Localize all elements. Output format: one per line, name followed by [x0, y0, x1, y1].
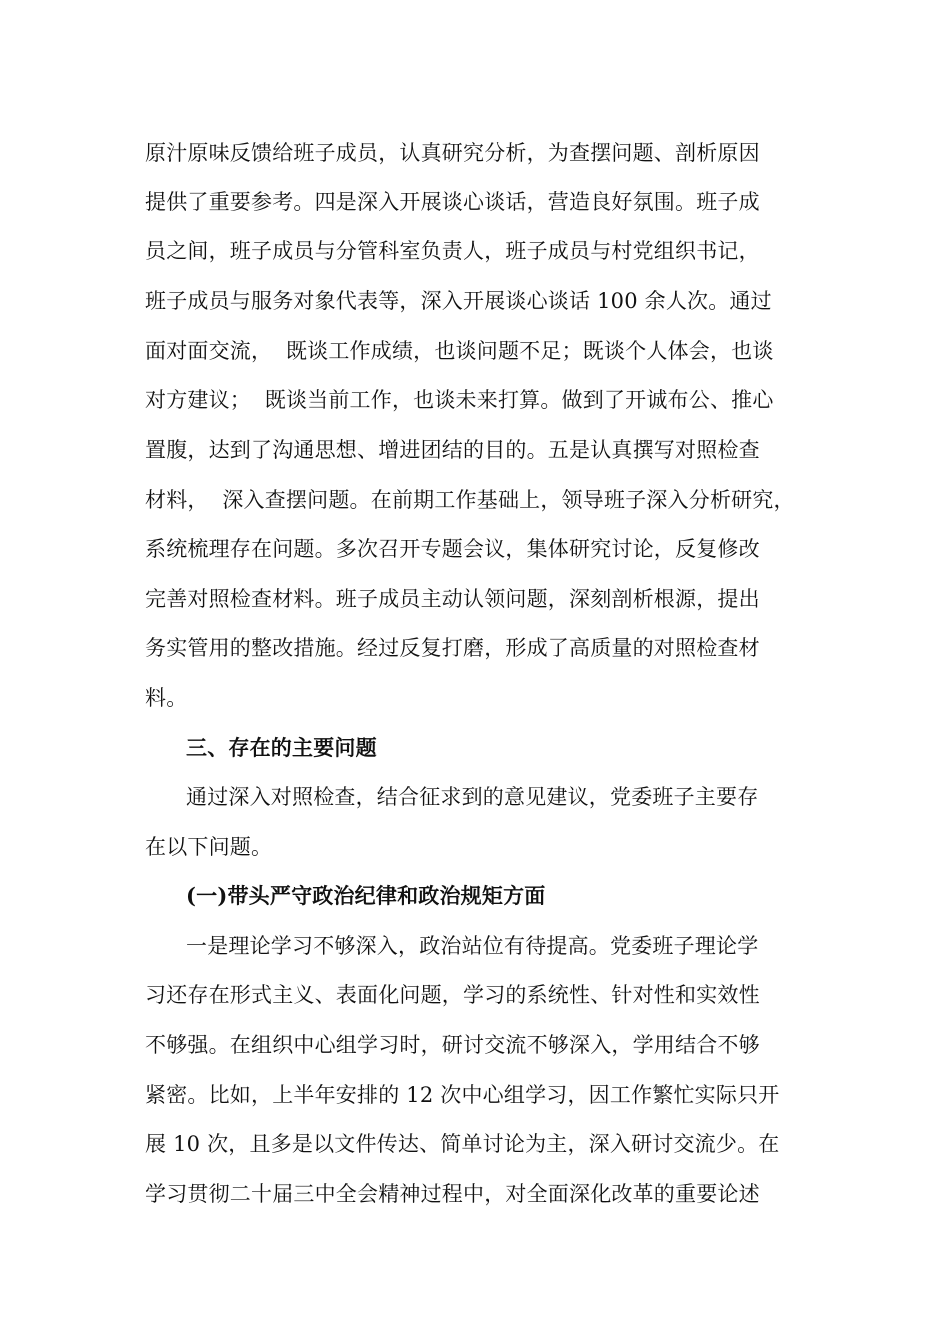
paragraph-line: 对方建议； 既谈当前工作，也谈未来打算。做到了开诚布公、推心: [145, 388, 774, 412]
paragraph-line: 班子成员与服务对象代表等，深入开展谈心谈话 100 余人次。通过: [145, 289, 772, 313]
paragraph-line: 员之间，班子成员与分管科室负责人，班子成员与村党组织书记，: [145, 239, 760, 263]
paragraph-line: 面对面交流， 既谈工作成绩，也谈问题不足；既谈个人体会，也谈: [145, 339, 774, 363]
section-heading: 三、存在的主要问题: [186, 735, 377, 760]
paragraph-line: 材料， 深入查摆问题。在前期工作基础上，领导班子深入分析研究，: [145, 488, 795, 512]
paragraph-line: 置腹，达到了沟通思想、增进团结的目的。五是认真撰写对照检查: [145, 438, 760, 462]
paragraph-line: 学习贯彻二十届三中全会精神过程中，对全面深化改革的重要论述: [145, 1182, 760, 1206]
paragraph-line: 习还存在形式主义、表面化问题，学习的系统性、针对性和实效性: [145, 983, 760, 1007]
paragraph-line: 原汁原味反馈给班子成员，认真研究分析，为查摆问题、剖析原因: [145, 141, 760, 165]
paragraph-line: 提供了重要参考。四是深入开展谈心谈话，营造良好氛围。班子成: [145, 190, 760, 214]
paragraph-line: 完善对照检查材料。班子成员主动认领问题，深刻剖析根源，提出: [145, 587, 760, 611]
paragraph-line: 料。: [145, 686, 188, 710]
paragraph-line: 展 10 次，且多是以文件传达、简单讨论为主，深入研讨交流少。在: [145, 1132, 780, 1156]
paragraph-line: 通过深入对照检查，结合征求到的意见建议，党委班子主要存: [186, 785, 759, 809]
paragraph-line: 一是理论学习不够深入，政治站位有待提高。党委班子理论学: [186, 934, 759, 958]
paragraph-line: 务实管用的整改措施。经过反复打磨，形成了高质量的对照检查材: [145, 636, 760, 660]
paragraph-line: 系统梳理存在问题。多次召开专题会议，集体研究讨论，反复修改: [145, 537, 760, 561]
paragraph-line: 紧密。比如，上半年安排的 12 次中心组学习，因工作繁忙实际只开: [145, 1083, 780, 1107]
paragraph-line: 不够强。在组织中心组学习时，研讨交流不够深入，学用结合不够: [145, 1033, 760, 1057]
subsection-heading: (一)带头严守政治纪律和政治规矩方面: [186, 883, 546, 908]
paragraph-line: 在以下问题。: [145, 835, 273, 859]
